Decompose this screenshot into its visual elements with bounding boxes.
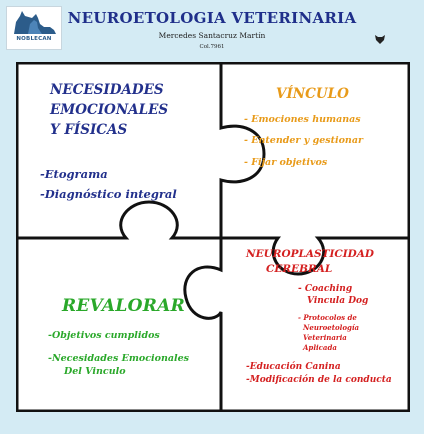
br-item-educacion: -Educación Canina	[246, 362, 341, 372]
tl-item-etograma: -Etograma	[40, 167, 108, 181]
tl-title-line-2: EMOCIONALES	[50, 102, 169, 118]
tl-title-line-3: Y FÍSICAS	[50, 122, 128, 138]
br-protocols	[298, 313, 359, 353]
br-coaching	[298, 283, 368, 307]
tr-item-emociones: - Emociones humanas	[244, 114, 361, 125]
tl-title	[50, 80, 168, 140]
logo-text: NOBLECAN	[16, 36, 52, 42]
br-protocols-line-3: Veterinaria	[303, 333, 347, 342]
br-item-modificacion: -Modificación de la conducta	[246, 375, 392, 385]
dog-silhouette-icon	[10, 10, 58, 36]
bl-title: REVALORAR	[62, 296, 186, 316]
br-protocols-line-1: - Protocolos de	[298, 313, 357, 322]
noblecan-logo	[6, 6, 62, 50]
bl-item-vinculo: Del Vinculo	[64, 366, 126, 377]
page-title: NEUROETOLOGIA VETERINARIA	[67, 9, 357, 27]
br-title	[246, 247, 374, 277]
tr-title: VÍNCULO	[276, 86, 349, 102]
br-title-line-2: CEREBRAL	[266, 263, 333, 275]
br-coaching-line-2: Vincula Dog	[307, 296, 369, 306]
br-protocols-line-2: Neuroetología	[303, 323, 360, 332]
br-protocols-line-4: Aplicada	[303, 343, 337, 352]
dog-head-icon	[373, 33, 387, 45]
bl-item-necesidades: -Necesidades Emocionales	[48, 353, 190, 364]
br-coaching-line-1: - Coaching	[298, 284, 353, 294]
tl-title-line-1: NECESIDADES	[50, 82, 164, 98]
college-number: Col.7961	[199, 44, 225, 50]
secondary-logo	[362, 30, 398, 50]
tr-item-entender: - Entender y gestionar	[244, 135, 364, 146]
tl-item-diagnostico: -Diagnóstico integral	[40, 187, 177, 201]
author-name: Mercedes Santacruz Martín	[158, 31, 266, 40]
bl-item-objetivos: -Objetivos cumplidos	[48, 330, 160, 341]
header	[0, 0, 424, 60]
tr-item-objetivos: - Fijar objetivos	[244, 157, 328, 168]
br-title-line-1: NEUROPLASTICIDAD	[246, 248, 374, 260]
